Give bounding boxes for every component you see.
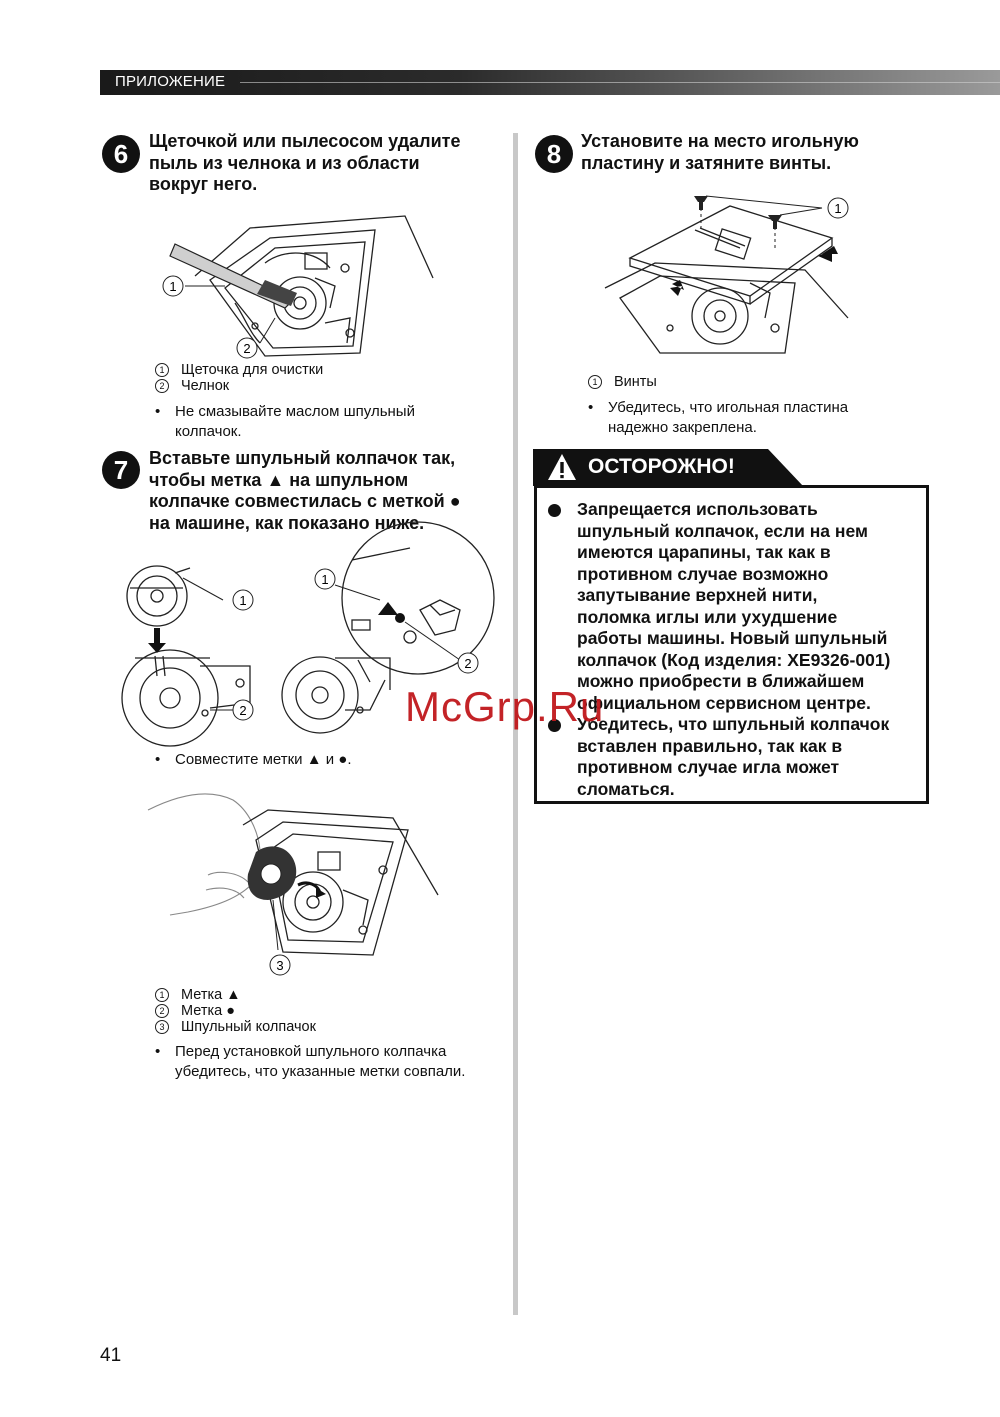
svg-text:2: 2 [239,703,247,718]
legend-text: Щеточка для очистки [181,362,324,378]
warning-line: противном случае возможно [577,563,829,584]
warning-line: вставлен правильно, так как в [577,735,843,756]
note-line: колпачок. [175,423,242,440]
step-6-line: Щеточкой или пылесосом удалите [149,131,461,151]
header-rule [240,82,1000,83]
step-7-text [149,448,461,534]
legend-number: 2 [155,1004,169,1018]
legend-text: Челнок [181,378,230,394]
callout-3 [270,955,290,975]
svg-text:1: 1 [834,201,842,216]
legend-number: 1 [155,988,169,1002]
warning-line: имеются царапины, так как в [577,542,831,562]
bullet: • [155,403,161,420]
legend-number: 1 [155,363,169,377]
warning-line: сломаться. [577,778,675,799]
callout-2 [458,653,478,673]
warning-item-2 [577,714,889,800]
legend-text: Шпульный колпачок [181,1019,316,1035]
warning-line: запутывание верхней нити, [577,585,818,605]
note-line: Убедитесь, что игольная пластина [608,399,849,416]
step-6-line: вокруг него. [149,174,258,194]
step-8-line: Установите на место игольную [581,131,859,151]
figure-bobbin-case-insert [115,558,265,733]
svg-text:1: 1 [169,279,177,294]
note-line: Не смазывайте маслом шпульный [175,403,415,420]
section-title: ПРИЛОЖЕНИЕ [115,73,226,90]
note-line: убедитесь, что указанные метки совпали. [175,1063,466,1080]
warning-line: колпачок (Код изделия: XE9326-001) [577,649,891,670]
legend-step-6 [155,362,323,394]
legend-number: 1 [588,375,602,389]
step-6-text [149,131,460,196]
step-7-line: Вставьте шпульный колпачок так, [149,448,456,468]
svg-text:1: 1 [239,593,247,608]
note-line: Перед установкой шпульного колпачка [175,1043,447,1060]
callout-1 [233,590,253,610]
bullet: • [588,399,594,416]
warning-line: поломка иглы или ухудшение [577,606,838,627]
step-8-number: 8 [535,135,573,173]
callout-1 [828,198,848,218]
warning-line: шпульный колпачок, если на нем [577,520,868,541]
warning-line: противном случае игла может [577,757,840,777]
note-line: Совместите метки ▲ и ●. [175,751,352,768]
legend-step-7 [155,987,316,1035]
watermark: McGrp.Ru [405,683,605,730]
figure-needle-plate [600,188,860,363]
warning-line: официальном сервисном центре. [577,692,871,713]
step-7-line: на машине, как показано ниже. [149,512,425,533]
step-6-line: пыль из челнока и из области [149,152,420,173]
legend-text: Метка ● [181,1003,235,1019]
warning-line: работы машины. Новый шпульный [577,628,888,648]
note-step-6 [155,402,495,442]
warning-line: Убедитесь, что шпульный колпачок [577,714,890,734]
warning-line: Запрещается использовать [577,499,818,519]
legend-text: Метка ▲ [181,987,241,1003]
warning-line: можно приобрести в ближайшем [577,671,865,691]
step-7-number: 7 [102,451,140,489]
callout-1 [315,569,335,589]
svg-text:1: 1 [321,572,329,587]
svg-text:2: 2 [243,341,251,356]
warning-triangle-icon [546,452,578,482]
note-step-7-check [155,1042,505,1082]
page-number: 41 [100,1345,122,1366]
callout-1 [163,276,183,296]
figure-cleaning-shuttle [165,208,435,368]
step-8-text [581,131,859,174]
legend-text: Винты [614,374,657,390]
step-6-number: 6 [102,135,140,173]
callout-2 [237,338,257,358]
step-7-line: колпачке совместилась с меткой ● [149,491,461,511]
note-line: надежно закреплена. [608,419,757,436]
legend-number: 3 [155,1020,169,1034]
warning-title: ОСТОРОЖНО! [588,455,735,478]
bullet: • [155,1043,161,1060]
warning-item-1 [577,499,890,714]
step-7-line: чтобы метка ▲ на шпульном [149,469,409,490]
figure-hand-insert-bobbin [148,790,438,980]
callout-2 [233,700,253,720]
svg-text:2: 2 [464,656,472,671]
note-step-7-align [155,750,485,770]
bullet: • [155,751,161,768]
svg-text:3: 3 [276,958,284,973]
legend-step-8 [588,374,657,390]
legend-number: 2 [155,379,169,393]
note-step-8 [588,398,918,438]
warning-bullet-1 [548,504,561,517]
step-8-line: пластину и затяните винты. [581,152,832,173]
